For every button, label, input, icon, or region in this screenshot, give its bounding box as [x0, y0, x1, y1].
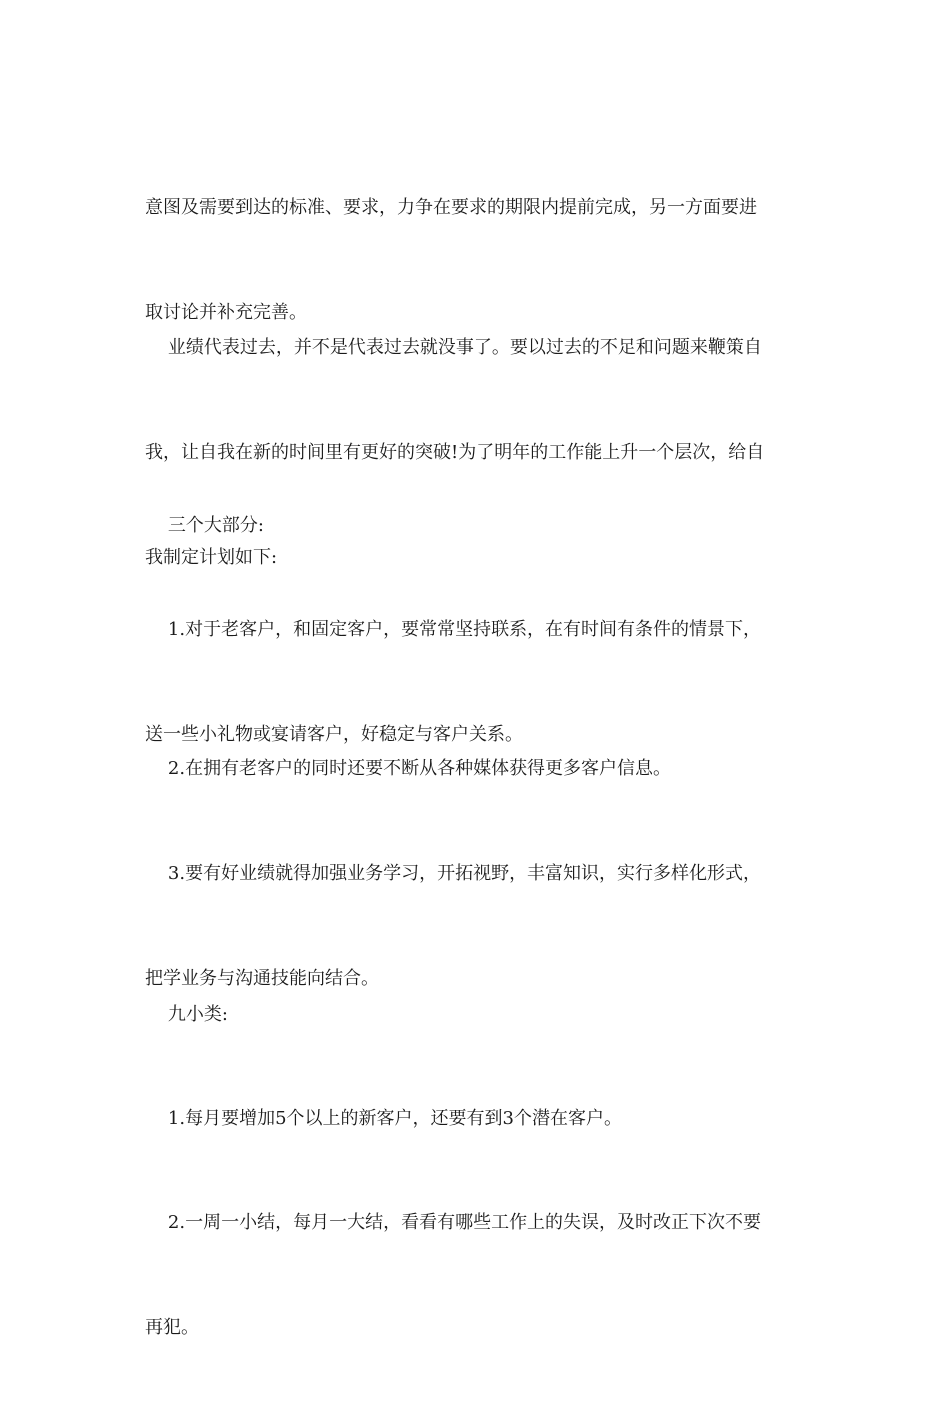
text-line: 我制定计划如下:	[145, 547, 278, 568]
text-line: 把学业务与沟通技能向结合。	[145, 968, 379, 989]
text-line: 3.要有好业绩就得加强业务学习，开拓视野，丰富知识，实行多样化形式，	[145, 863, 762, 884]
text-line: 2.一周一小结，每月一大结，看看有哪些工作上的失误，及时改正下次不要	[145, 1212, 762, 1233]
text-line: 送一些小礼物或宴请客户，好稳定与客户关系。	[145, 724, 523, 745]
text-line: 1.对于老客户，和固定客户，要常常坚持联系，在有时间有条件的情景下，	[145, 619, 762, 640]
section-heading: 九小类:	[145, 1004, 228, 1025]
text-line: 业绩代表过去，并不是代表过去就没事了。要以过去的不足和问题来鞭策自	[145, 337, 762, 358]
paragraph-sub-item-2	[145, 1135, 815, 1415]
text-line: 我，让自我在新的时间里有更好的突破!为了明年的工作能上升一个层次，给自	[145, 442, 765, 463]
text-line: 1.每月要增加5个以上的新客户，还要有到3个潜在客户。	[145, 1108, 622, 1129]
text-line: 取讨论并补充完善。	[145, 302, 307, 323]
text-line: 意图及需要到达的标准、要求，力争在要求的期限内提前完成，另一方面要进	[145, 197, 757, 218]
section-heading: 三个大部分:	[145, 515, 264, 536]
text-line: 再犯。	[145, 1317, 199, 1338]
text-line: 2.在拥有老客户的同时还要不断从各种媒体获得更多客户信息。	[145, 758, 672, 779]
